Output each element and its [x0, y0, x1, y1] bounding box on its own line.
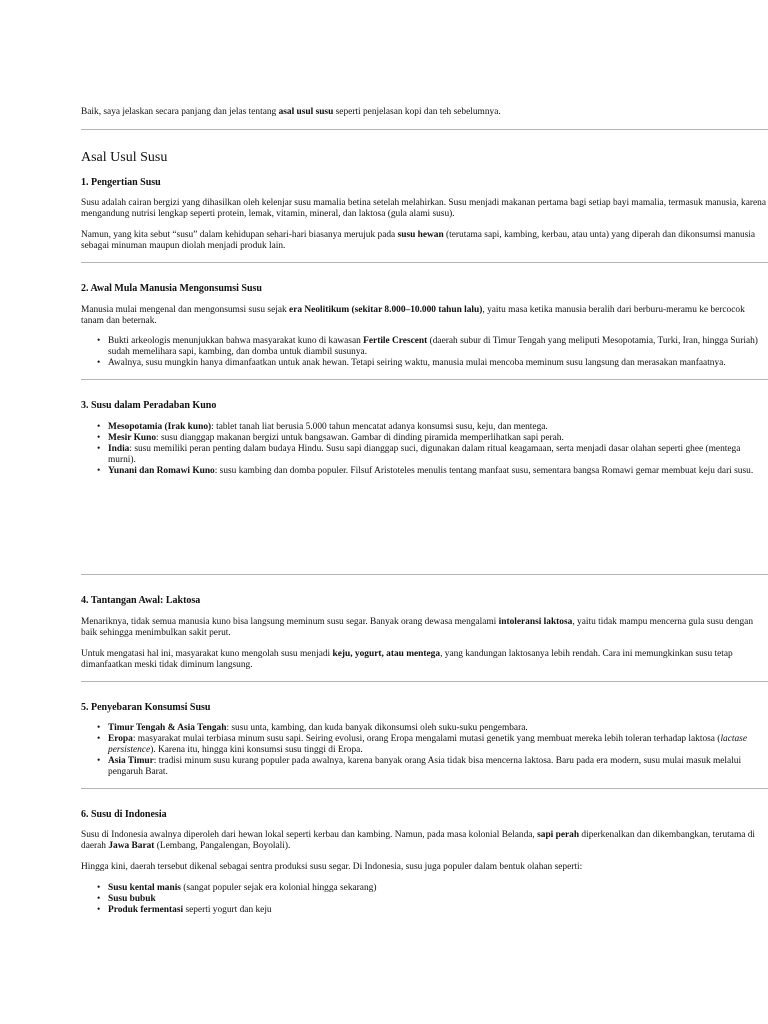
list-item: • Mesopotamia (Irak kuno): tablet tanah liat berusia 5.000 tahun mencatat adanya konsumsi susu, keju, dan mentega. [108, 422, 768, 433]
list-item: • India: susu memiliki peran penting dalam budaya Hindu. Susu sapi dianggap suci, digunakan dalam ritual keagamaan, serta menjadi dasar olahan seperti ghee (mentega murni). [108, 444, 768, 466]
list-item: • Produk fermentasi seperti yogurt dan keju [108, 905, 768, 916]
divider [81, 129, 768, 130]
divider [81, 574, 768, 575]
intro-paragraph: Baik, saya jelaskan secara panjang dan jelas tentang asal usul susu seperti penjelasan kopi dan teh sebelumnya. [81, 107, 501, 117]
list-item: • Bukti arkeologis menunjukkan bahwa masyarakat kuno di kawasan Fertile Crescent (daerah subur di Timur Tengah yang meliputi Mesopotamia, Turki, Iran, hingga Suriah) sudah memelihara sapi, kambing, dan domba untuk diambil susunya. [108, 336, 768, 358]
bullet-list [81, 723, 768, 778]
list-item: • Timur Tengah & Asia Tengah: susu unta, kambing, dan kuda banyak dikonsumsi oleh suku-suku pengembara. [108, 723, 768, 734]
bullet-list [81, 422, 768, 477]
divider [81, 262, 768, 263]
list-item: • Awalnya, susu mungkin hanya dimanfaatkan untuk anak hewan. Tetapi seiring waktu, manusia mulai mencoba meminum susu langsung dan merasakan manfaatnya. [108, 358, 768, 369]
paragraph: Namun, yang kita sebut “susu” dalam kehidupan sehari-hari biasanya merujuk pada susu hewan (terutama sapi, kambing, kerbau, atau unta) yang diperah dan dikonsumsi manusia sebagai minuman maupun diolah menjadi produk lain. [81, 230, 756, 251]
section-heading: 3. Susu dalam Peradaban Kuno [81, 400, 217, 411]
section-heading: 4. Tantangan Awal: Laktosa [81, 595, 201, 606]
paragraph: Susu adalah cairan bergizi yang dihasilkan oleh kelenjar susu mamalia betina setelah melahirkan. Susu menjadi makanan pertama bagi setiap bayi mamalia, termasuk manusia, karena mengandung nutrisi lengkap seperti protein, lemak, vitamin, mineral, dan laktosa (gula alami susu). [81, 198, 767, 219]
bullet-list [81, 883, 768, 916]
divider [81, 379, 768, 380]
paragraph: Hingga kini, daerah tersebut dikenal sebagai sentra produksi susu segar. Di Indonesia, susu juga populer dalam bentuk olahan seperti: [81, 862, 583, 872]
bullet-list [81, 336, 768, 369]
paragraph: Menariknya, tidak semua manusia kuno bisa langsung meminum susu segar. Banyak orang dewasa mengalami intoleransi laktosa, yaitu tidak mampu mencerna gula susu dengan baik sehingga menimbulkan sakit perut. [81, 617, 754, 638]
section-heading: 2. Awal Mula Manusia Mengonsumsi Susu [81, 283, 262, 294]
list-item: • Susu kental manis (sangat populer sejak era kolonial hingga sekarang) [108, 883, 768, 894]
list-item: • Susu bubuk [108, 894, 768, 905]
paragraph: Untuk mengatasi hal ini, masyarakat kuno mengolah susu menjadi keju, yogurt, atau mentega, yang kandungan laktosanya lebih rendah. Cara ini memungkinkan susu tetap dimanfaatkan meski tidak diminum langsung. [81, 649, 733, 670]
section-heading: 1. Pengertian Susu [81, 177, 161, 188]
list-item: • Asia Timur: tradisi minum susu kurang populer pada awalnya, karena banyak orang Asia tidak bisa mencerna laktosa. Baru pada era modern, susu mulai masuk melalui pengaruh Barat. [108, 756, 768, 778]
divider [81, 681, 768, 682]
paragraph: Susu di Indonesia awalnya diperoleh dari hewan lokal seperti kerbau dan kambing. Namun, pada masa kolonial Belanda, sapi perah diperkenalkan dan dikembangkan, terutama di daerah Jawa Barat (Lembang, Pangalengan, Boyolali). [81, 830, 756, 851]
list-item: • Mesir Kuno: susu dianggap makanan bergizi untuk bangsawan. Gambar di dinding piramida memperlihatkan sapi perah. [108, 433, 768, 444]
paragraph: Manusia mulai mengenal dan mengonsumsi susu sejak era Neolitikum (sekitar 8.000–10.000 tahun lalu), yaitu masa ketika manusia beralih dari berburu-meramu ke bercocok tanam dan beternak. [81, 305, 745, 326]
section-heading: 6. Susu di Indonesia [81, 809, 167, 820]
divider [81, 788, 768, 789]
page-title: Asal Usul Susu [81, 150, 168, 165]
list-item: • Yunani dan Romawi Kuno: susu kambing dan domba populer. Filsuf Aristoteles menulis tentang manfaat susu, sementara bangsa Romawi gemar membuat keju dari susu. [108, 466, 768, 477]
section-heading: 5. Penyebaran Konsumsi Susu [81, 702, 211, 713]
list-item: • Eropa: masyarakat mulai terbiasa minum susu sapi. Seiring evolusi, orang Eropa mengalami mutasi genetik yang membuat mereka lebih toleran terhadap laktosa (lactase persistence). Karena itu, hingga kini konsumsi susu tinggi di Eropa. [108, 734, 768, 756]
